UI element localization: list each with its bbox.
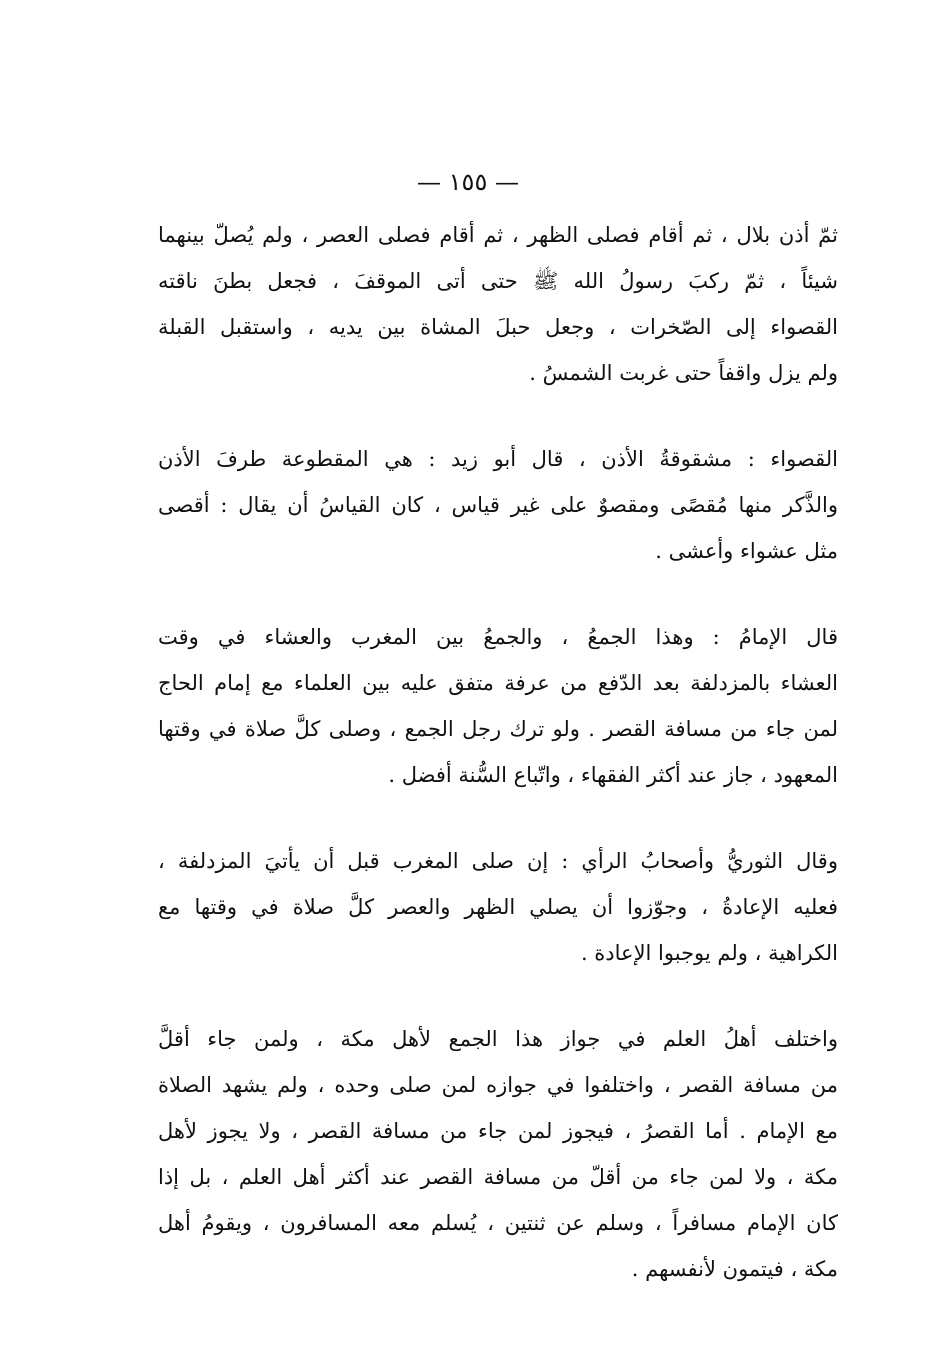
text-line: والذَّكر منها مُقصًى ومقصوٌ على غير قياس ، كان القياسُ أن يقال : أقصى [158, 493, 838, 517]
text-line: لمن جاء من مسافة القصر . ولو ترك رجل الجمع ، وصلى كلَّ صلاة في وقتها [158, 717, 838, 741]
text-line: من مسافة القصر ، واختلفوا في جوازه لمن صلى وحده ، ولم يشهد الصلاة [158, 1073, 838, 1097]
text-line: القصواء إلى الصّخرات ، وجعل حبلَ المشاة بين يديه ، واستقبل القبلة [158, 315, 838, 339]
text-line: ولم يزل واقفاً حتى غربت الشمسُ . [529, 361, 838, 385]
text-line: مع الإمام . أما القصرُ ، فيجوز لمن جاء من مسافة القصر ، ولا يجوز لأهل [158, 1119, 838, 1143]
text-line: الكراهية ، ولم يوجبوا الإعادة . [580, 941, 838, 965]
text-line: مكة ، ولا لمن جاء من أقلّ من مسافة القصر عند أكثر أهل العلم ، بل إذا [158, 1165, 838, 1189]
body-text [158, 212, 838, 1292]
text-line: شيئاً ، ثمّ ركبَ رسولُ الله ﷺ حتى أتى الموقفَ ، فجعل بطنَ ناقته [158, 269, 838, 293]
paragraph-1 [158, 212, 838, 396]
paragraph-4 [158, 838, 838, 976]
text-line: مكة ، فيتمون لأنفسهم . [631, 1257, 838, 1281]
paragraph-3 [158, 614, 838, 798]
page-number: — ١٥٥ — [417, 168, 519, 196]
paragraph-5 [158, 1016, 838, 1292]
text-line: وقال الثوريُّ وأصحابُ الرأي : إن صلى المغرب قبل أن يأتيَ المزدلفة ، [158, 849, 838, 873]
text-line: القصواء : مشقوقةُ الأذن ، قال أبو زيد : هي المقطوعة طرفَ الأذن [158, 447, 838, 471]
text-line: ثمّ أذن بلال ، ثم أقام فصلى الظهر ، ثم أقام فصلى العصر ، ولم يُصلّ بينهما [158, 223, 838, 247]
text-line: العشاء بالمزدلفة بعد الدّفع من عرفة متفق عليه بين العلماء مع إمام الحاج [158, 671, 838, 695]
text-line: فعليه الإعادةُ ، وجوّزوا أن يصلي الظهر والعصر كلَّ صلاة في وقتها مع [158, 895, 838, 919]
text-line: كان الإمام مسافراً ، وسلم عن ثنتين ، يُسلم معه المسافرون ، ويقومُ أهل [158, 1211, 838, 1235]
text-line: قال الإمامُ : وهذا الجمعُ ، والجمعُ بين المغرب والعشاء في وقت [158, 625, 838, 649]
text-line: مثل عشواء وأعشى . [655, 539, 838, 563]
text-line: واختلف أهلُ العلم في جواز هذا الجمع لأهل مكة ، ولمن جاء أقلَّ [158, 1027, 838, 1051]
text-line: المعهود ، جاز عند أكثر الفقهاء ، واتّباع السُّنة أفضل . [388, 763, 838, 787]
paragraph-2 [158, 436, 838, 574]
